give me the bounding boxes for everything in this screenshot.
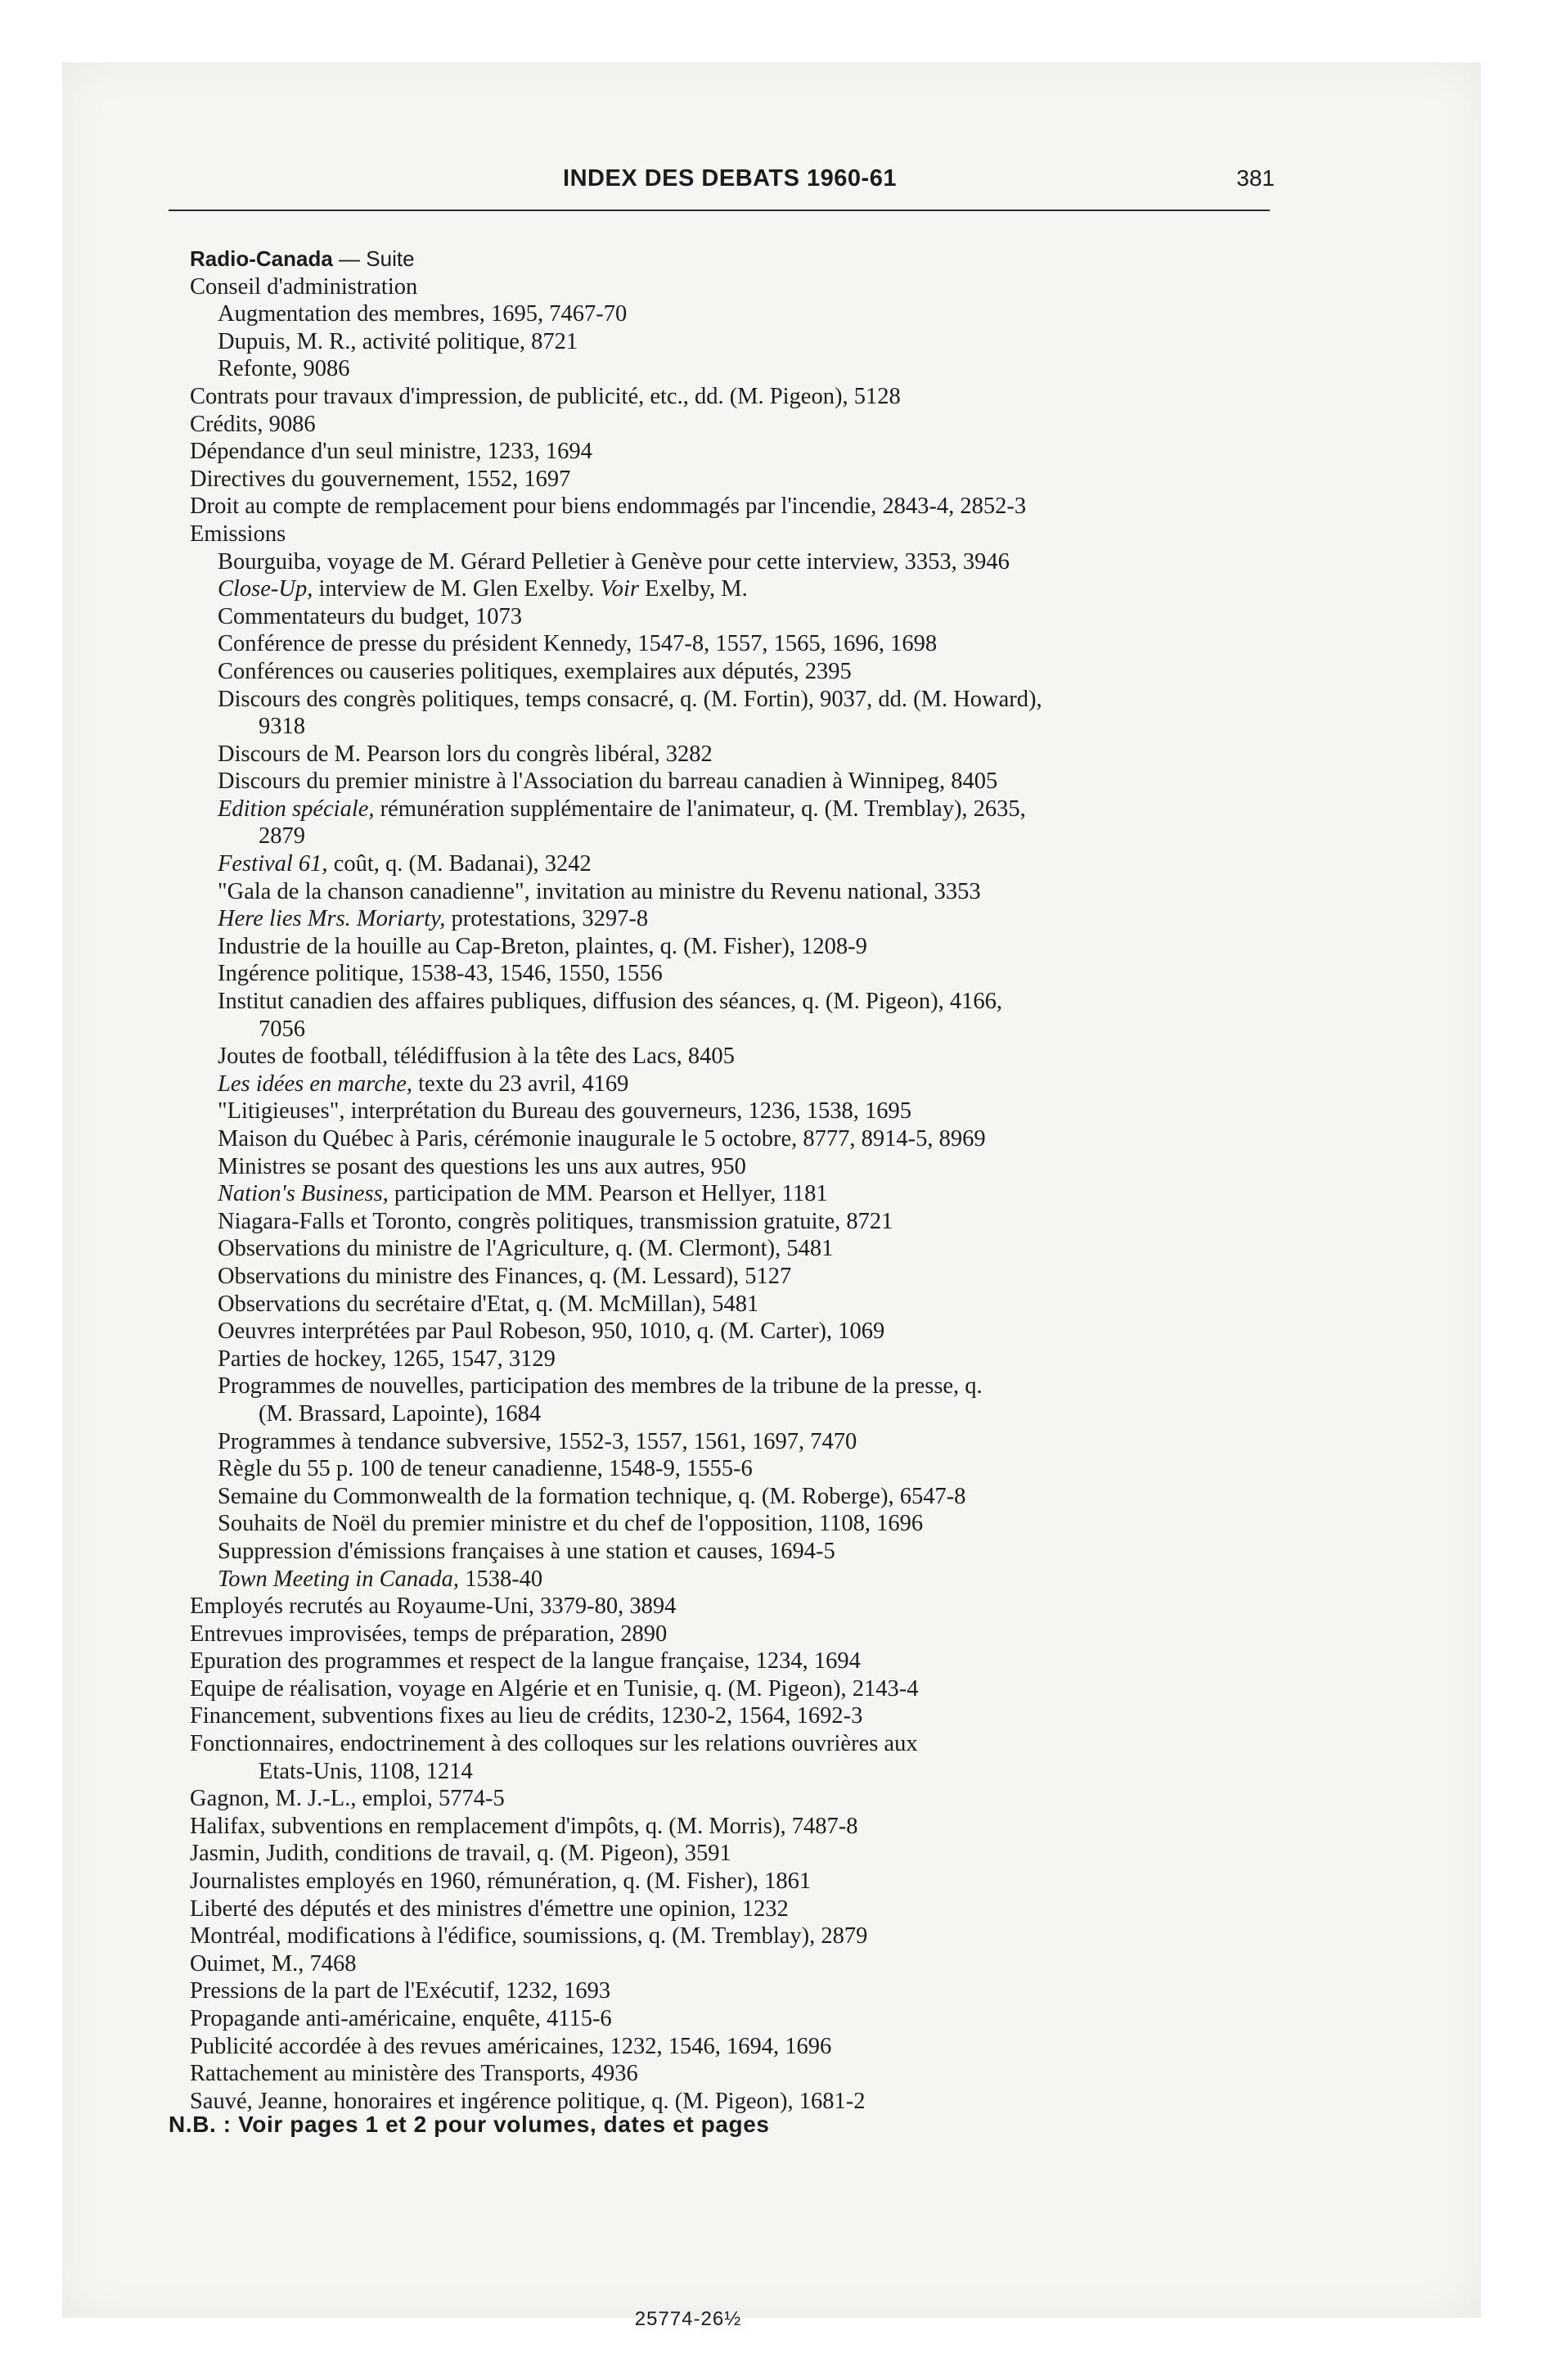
index-line: [190, 1648, 1270, 1675]
index-line: [190, 933, 1270, 961]
index-line-text: Emissions: [190, 521, 286, 547]
index-line-text: Refonte, 9086: [218, 356, 350, 382]
index-line: [190, 1785, 1270, 1813]
index-line: [190, 1016, 1270, 1044]
index-line: [190, 2060, 1270, 2088]
index-line: [190, 1455, 1270, 1483]
index-line-title: Festival 61,: [218, 851, 328, 877]
index-line: [190, 1428, 1270, 1456]
index-line: [190, 1346, 1270, 1373]
index-line-text: Employés recrutés au Royaume-Uni, 3379-80, 3894: [190, 1593, 677, 1620]
index-line: [190, 1895, 1270, 1923]
index-line-text: 7056: [259, 1016, 305, 1042]
index-line-text: texte du 23 avril, 4169: [412, 1071, 629, 1097]
index-line: [190, 1758, 1270, 1786]
index-line-title: Here lies Mrs. Moriarty,: [218, 906, 446, 932]
index-line-text: Ministres se posant des questions les uns aux autres, 950: [218, 1153, 746, 1179]
index-line-text: Entrevues improvisées, temps de préparation, 2890: [190, 1620, 668, 1647]
footnote: N.B. : Voir pages 1 et 2 pour volumes, dates et pages: [169, 2112, 770, 2137]
index-line: [190, 1318, 1270, 1346]
index-line: [190, 1125, 1270, 1153]
index-line: [190, 1400, 1270, 1428]
index-line-title: Les idées en marche,: [218, 1071, 412, 1097]
index-line-title: Close-Up,: [218, 576, 313, 602]
index-line-text: Crédits, 9086: [190, 411, 316, 437]
index-line: [190, 1922, 1270, 1950]
index-line-text: 1538-40: [459, 1566, 543, 1592]
index-line-text: Discours du premier ministre à l'Association du barreau canadien à Winnipeg, 8405: [218, 769, 998, 795]
index-line-text: Observations du ministre de l'Agriculture, q. (M. Clermont), 5481: [218, 1236, 834, 1262]
index-line: [190, 383, 1270, 411]
index-line: [190, 1208, 1270, 1236]
index-line-text: Montréal, modifications à l'édifice, soumissions, q. (M. Tremblay), 2879: [190, 1923, 868, 1950]
page-header: [190, 160, 1275, 210]
index-line-text: Equipe de réalisation, voyage en Algérie et en Tunisie, q. (M. Pigeon), 2143-4: [190, 1675, 919, 1702]
index-line-text: Oeuvres interprétées par Paul Robeson, 950, 1010, q. (M. Carter), 1069: [218, 1318, 885, 1345]
index-line: [190, 878, 1270, 906]
index-line-text: Propagande anti-américaine, enquête, 4115-6: [190, 2006, 612, 2031]
index-line: [190, 1977, 1270, 2005]
index-line: [190, 1153, 1270, 1181]
index-line-title: Voir: [600, 576, 640, 602]
index-line-text: Observations du secrétaire d'Etat, q. (M. McMillan), 5481: [218, 1291, 759, 1317]
index-line-text: Sauvé, Jeanne, honoraires et ingérence politique, q. (M. Pigeon), 1681-2: [190, 2088, 866, 2114]
index-line-text: Commentateurs du budget, 1073: [218, 603, 523, 629]
index-line-text: Publicité accordée à des revues américaines, 1232, 1546, 1694, 1696: [190, 2033, 832, 2059]
index-line: [190, 1510, 1270, 1538]
index-line: [190, 521, 1270, 548]
index-line: [190, 328, 1270, 356]
index-line: [190, 466, 1270, 494]
index-line: [190, 1373, 1270, 1400]
index-line-text: Règle du 55 p. 100 de teneur canadienne, 1548-9, 1555-6: [218, 1456, 753, 1482]
index-line-title: Nation's Business,: [218, 1181, 389, 1207]
index-line: [190, 905, 1270, 933]
index-line-text: Jasmin, Judith, conditions de travail, q. (M. Pigeon), 3591: [190, 1841, 731, 1867]
index-line: [190, 768, 1270, 796]
index-line-text: Fonctionnaires, endoctrinement à des colloques sur les relations ouvrières aux: [190, 1731, 918, 1757]
index-line-text: Financement, subventions fixes au lieu de crédits, 1230-2, 1564, 1692-3: [190, 1703, 863, 1729]
index-line-text: Dépendance d'un seul ministre, 1233, 1694: [190, 439, 592, 465]
index-line: [190, 1235, 1270, 1263]
index-line: [190, 575, 1270, 603]
index-line-text: (M. Brassard, Lapointe), 1684: [259, 1400, 542, 1427]
section-suite: — Suite: [339, 246, 415, 271]
index-line-text: Rattachement au ministère des Transports, 4936: [190, 2061, 638, 2087]
index-line: [190, 823, 1270, 850]
index-line-text: Gagnon, M. J.-L., emploi, 5774-5: [190, 1786, 505, 1812]
index-line-text: participation de MM. Pearson et Hellyer, 1181: [388, 1181, 828, 1207]
index-line-text: Dupuis, M. R., activité politique, 8721: [218, 328, 578, 354]
index-line-text: Conseil d'administration: [190, 273, 418, 300]
page-number: 381: [1236, 165, 1275, 191]
index-line: [190, 1098, 1270, 1125]
index-line-text: Epuration des programmes et respect de la langue française, 1234, 1694: [190, 1648, 861, 1675]
index-line-text: Institut canadien des affaires publiques, diffusion des séances, q. (M. Pigeon), 4166,: [218, 989, 1003, 1015]
index-line-text: Souhaits de Noël du premier ministre et du chef de l'opposition, 1108, 1696: [218, 1511, 924, 1537]
index-line-text: Conférences ou causeries politiques, exemplaires aux députés, 2395: [218, 658, 852, 684]
index-line-text: Programmes de nouvelles, participation des membres de la tribune de la presse, q.: [218, 1373, 983, 1400]
index-line-text: Liberté des députés et des ministres d'émettre une opinion, 1232: [190, 1895, 789, 1922]
index-line: [190, 2033, 1270, 2061]
index-line-text: Observations du ministre des Finances, q. (M. Lessard), 5127: [218, 1263, 792, 1289]
index-line: [190, 1566, 1270, 1593]
index-line-text: Discours de M. Pearson lors du congrès libéral, 3282: [218, 741, 713, 767]
index-line: [190, 438, 1270, 466]
index-line: [190, 1483, 1270, 1511]
index-line: [190, 1538, 1270, 1566]
index-line-text: Ouimet, M., 7468: [190, 1950, 357, 1977]
index-line-text: Industrie de la houille au Cap-Breton, plaintes, q. (M. Fisher), 1208-9: [218, 933, 867, 959]
index-line-text: Contrats pour travaux d'impression, de publicité, etc., dd. (M. Pigeon), 5128: [190, 383, 901, 409]
index-line: [190, 1813, 1270, 1841]
index-line-text: Journalistes employés en 1960, rémunération, q. (M. Fisher), 1861: [190, 1868, 812, 1895]
index-line: [190, 850, 1270, 878]
index-line-text: Exelby, M.: [639, 576, 748, 602]
index-line-text: "Litigieuses", interprétation du Bureau des gouverneurs, 1236, 1538, 1695: [218, 1098, 912, 1125]
index-line: [190, 493, 1270, 521]
index-line-text: Semaine du Commonwealth de la formation technique, q. (M. Roberge), 6547-8: [218, 1483, 966, 1509]
index-line: [190, 1868, 1270, 1895]
signature-text: 25774-26½: [634, 2308, 742, 2330]
index-line-text: rémunération supplémentaire de l'animateur, q. (M. Tremblay), 2635,: [374, 796, 1026, 822]
index-line-text: Ingérence politique, 1538-43, 1546, 1550, 1556: [218, 961, 663, 987]
index-line-text: Niagara-Falls et Toronto, congrès politiques, transmission gratuite, 8721: [218, 1208, 893, 1234]
index-line: [190, 1675, 1270, 1703]
index-line: [190, 355, 1270, 383]
index-line: [190, 741, 1270, 769]
index-line-text: 2879: [259, 823, 305, 850]
index-line: [190, 603, 1270, 631]
index-line-title: Edition spéciale,: [218, 796, 375, 822]
index-line: [190, 1291, 1270, 1318]
index-line-text: Halifax, subventions en remplacement d'impôts, q. (M. Morris), 7487-8: [190, 1813, 858, 1839]
index-line-text: Maison du Québec à Paris, cérémonie inaugurale le 5 octobre, 8777, 8914-5, 8969: [218, 1126, 986, 1152]
index-line: [190, 988, 1270, 1016]
index-line-text: Augmentation des membres, 1695, 7467-70: [218, 301, 628, 327]
index-line-text: Directives du gouvernement, 1552, 1697: [190, 466, 571, 492]
index-line-text: Bourguiba, voyage de M. Gérard Pelletier à Genève pour cette interview, 3353, 3946: [218, 548, 1010, 575]
index-line-text: interview de M. Glen Exelby.: [313, 576, 601, 602]
index-line: [190, 960, 1270, 988]
index-line: [190, 686, 1270, 714]
index-line: [190, 1840, 1270, 1868]
index-line: [190, 273, 1270, 301]
header-rule: [169, 210, 1270, 211]
index-line-text: coût, q. (M. Badanai), 3242: [327, 851, 592, 877]
index-line: [190, 796, 1270, 823]
index-line: [190, 548, 1270, 576]
index-line: [190, 1043, 1270, 1071]
index-line-title: Town Meeting in Canada,: [218, 1566, 460, 1592]
index-line: [190, 411, 1270, 439]
section-heading: [190, 246, 1270, 273]
index-line: [190, 713, 1270, 741]
index-line: [190, 1730, 1270, 1758]
index-line-text: "Gala de la chanson canadienne", invitation au ministre du Revenu national, 3353: [218, 878, 981, 904]
index-line-text: Joutes de football, télédiffusion à la tête des Lacs, 8405: [218, 1044, 735, 1070]
index-line-text: Conférence de presse du président Kennedy, 1547-8, 1557, 1565, 1696, 1698: [218, 631, 938, 657]
index-line-text: Parties de hockey, 1265, 1547, 3129: [218, 1346, 556, 1372]
index-line: [190, 1263, 1270, 1291]
index-line: [190, 658, 1270, 686]
index-line: [190, 1950, 1270, 1978]
index-line-text: 9318: [259, 714, 305, 740]
index-line: [190, 1702, 1270, 1730]
index-line: [190, 630, 1270, 658]
index-line-text: protestations, 3297-8: [445, 906, 649, 932]
index-line-text: Suppression d'émissions françaises à une station et causes, 1694-5: [218, 1538, 835, 1564]
index-line: [190, 1071, 1270, 1098]
index-line: [190, 2005, 1270, 2033]
index-entries: [190, 246, 1270, 2115]
index-line: [190, 1620, 1270, 1648]
section-title: Radio-Canada: [190, 246, 333, 271]
index-line: [190, 300, 1270, 328]
index-line-text: Etats-Unis, 1108, 1214: [259, 1758, 473, 1784]
index-line: [190, 1593, 1270, 1620]
running-title: INDEX DES DEBATS 1960-61: [563, 165, 897, 192]
index-line: [190, 1180, 1270, 1208]
index-line-text: Programmes à tendance subversive, 1552-3, 1557, 1561, 1697, 7470: [218, 1428, 857, 1454]
index-line-text: Droit au compte de remplacement pour biens endommagés par l'incendie, 2843-4, 2852-3: [190, 494, 1027, 520]
index-line-text: Discours des congrès politiques, temps consacré, q. (M. Fortin), 9037, dd. (M. Howard),: [218, 686, 1042, 712]
index-line-text: Pressions de la part de l'Exécutif, 1232, 1693: [190, 1978, 611, 2004]
signature-mark: [0, 2308, 1548, 2331]
